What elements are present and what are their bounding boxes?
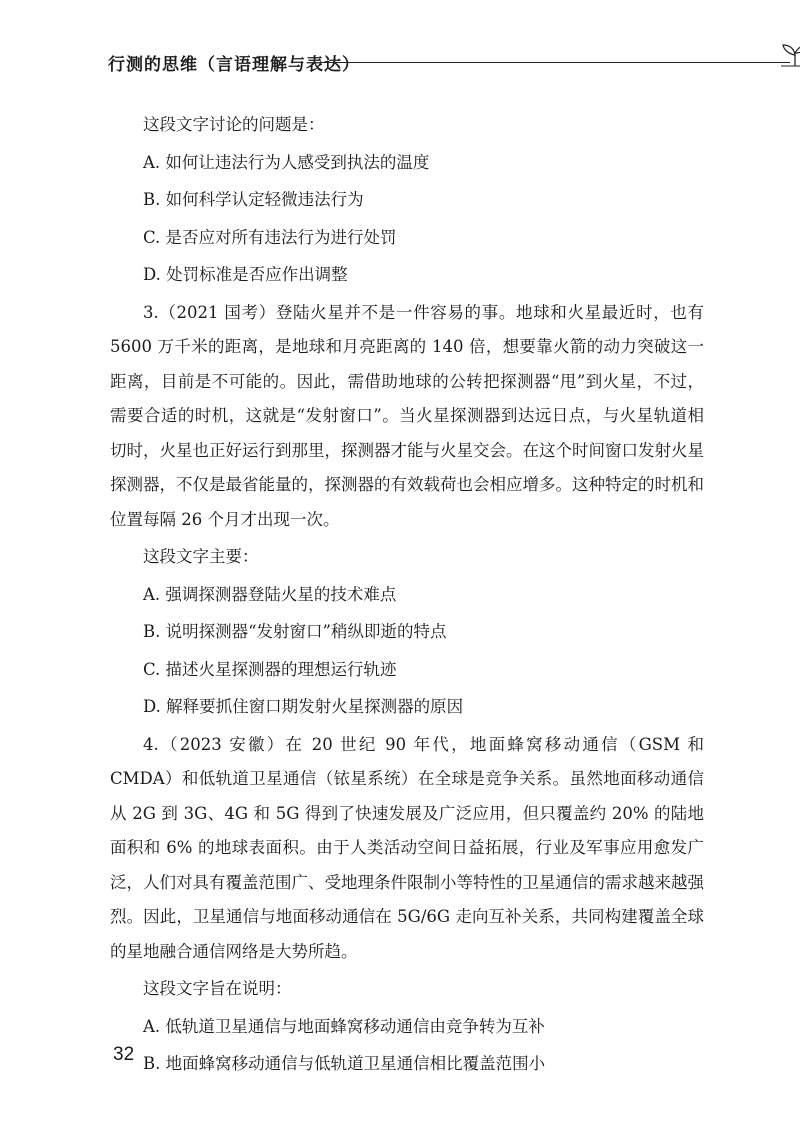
header-title: 行测的思维（言语理解与表达） bbox=[108, 55, 360, 75]
q3-prompt: 这段文字主要： bbox=[143, 547, 259, 566]
q4-option-b: B. 地面蜂窝移动通信与低轨道卫星通信相比覆盖范围小 bbox=[143, 1054, 546, 1073]
q2-prompt: 这段文字讨论的问题是： bbox=[143, 115, 325, 134]
q2-option-c: C. 是否应对所有违法行为进行处罚 bbox=[143, 227, 397, 247]
q3-option-c: C. 描述火星探测器的理想运行轨迹 bbox=[143, 659, 397, 679]
running-header bbox=[108, 46, 708, 76]
q3-option-a: A. 强调探测器登陆火星的技术难点 bbox=[143, 584, 397, 604]
q3-option-d: D. 解释要抓住窗口期发射火星探测器的原因 bbox=[143, 697, 464, 716]
q3-passage: 3.（2021 国考）登陆火星并不是一件容易的事。地球和火星最近时，也有 5600 万千米的距离，是地球和月亮距离的 140 倍，想要靠火箭的动力突破这一距离，目前是不可能的。因此，需借助地球的公转把探测器“甩”到火星，不过，需要合适的时机，这就是“发射窗口”。当火星探测器到达远日点，与火星轨道相切时，火星也正好运行到那里，探测器才能与火星交会。在这个时间窗口发射火星探测器，不仅是最省能量的，探测器的有效载荷也会相应增多。这种特定的时机和位置每隔 26 个月才出现一次。 bbox=[110, 302, 704, 529]
header-rule bbox=[320, 62, 790, 63]
q4-passage: 4.（2023 安徽）在 20 世纪 90 年代，地面蜂窝移动通信（GSM 和 CMDA）和低轨道卫星通信（铱星系统）在全球是竞争关系。虽然地面移动通信从 2G 到 3G、4G 和 5G 得到了快速发展及广泛应用，但只覆盖约 20% 的陆地面积和 6% 的地球表面积。由于人类活动空间日益拓展，行业及军事应用愈发广泛，人们对具有覆盖范围广、受地理条件限制小等特性的卫星通信的需求越来越强烈。因此，卫星通信与地面移动通信在 5G/6G 走向互补关系，共同构建覆盖全球的星地融合通信网络是大势所趋。 bbox=[110, 734, 704, 961]
q4-prompt: 这段文字旨在说明： bbox=[143, 979, 292, 998]
q2-option-a: A. 如何让违法行为人感受到执法的温度 bbox=[143, 152, 430, 172]
page-body bbox=[110, 108, 704, 1085]
q3-option-b: B. 说明探测器“发射窗口”稍纵即逝的特点 bbox=[143, 622, 447, 641]
sprout-icon bbox=[780, 42, 800, 68]
q2-option-b: B. 如何科学认定轻微违法行为 bbox=[143, 190, 364, 209]
q2-option-d: D. 处罚标准是否应作出调整 bbox=[143, 265, 348, 284]
q4-option-a: A. 低轨道卫星通信与地面蜂窝移动通信由竞争转为互补 bbox=[143, 1016, 545, 1036]
page-number: 32 bbox=[113, 1044, 135, 1065]
